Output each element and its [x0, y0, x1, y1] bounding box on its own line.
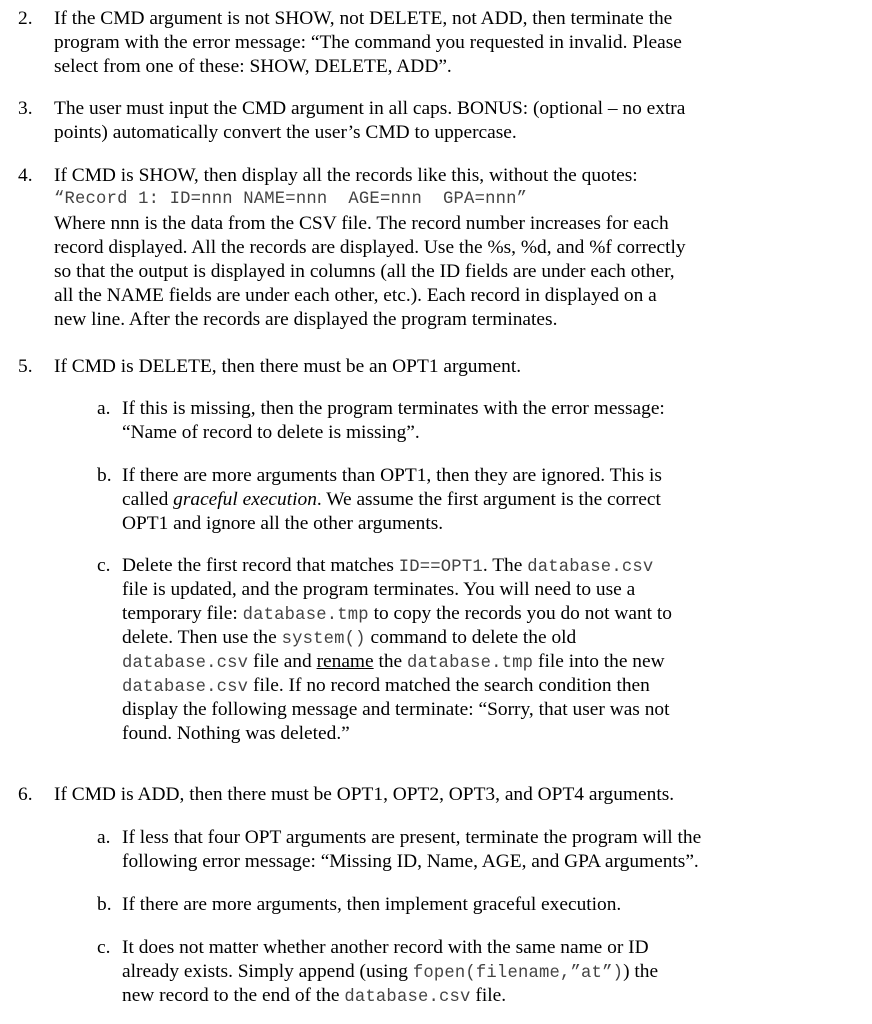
text-run: file and: [248, 651, 317, 672]
text-line: select from one of these: SHOW, DELETE, ADD”.: [54, 56, 452, 77]
text-line: [122, 488, 822, 512]
text-line: program with the error message: “The command you requested in invalid. Please: [54, 32, 682, 53]
sub-item-text: [122, 554, 822, 746]
text-run: file.: [470, 985, 507, 1006]
text-line: If CMD is DELETE, then there must be an OPT1 argument.: [54, 356, 522, 377]
text-line: If there are more arguments than OPT1, then they are ignored. This is: [122, 465, 662, 486]
text-run: already exists. Simply append (using: [122, 961, 413, 982]
text-line: [122, 650, 822, 674]
text-run: temporary file:: [122, 603, 243, 624]
code-span: database.csv: [122, 678, 249, 697]
sub-item-text: [122, 826, 822, 874]
text-line: [122, 960, 822, 984]
item-number: 4.: [18, 165, 33, 186]
text-line: [122, 602, 822, 626]
sub-item-label: c.: [97, 555, 111, 576]
item-number: 6.: [18, 784, 33, 805]
text-line: points) automatically convert the user’s CMD to uppercase.: [54, 122, 517, 143]
text-line: If CMD is SHOW, then display all the records like this, without the quotes:: [54, 165, 638, 186]
record-format-code: “Record 1: ID=nnn NAME=nnn AGE=nnn GPA=nnn”: [54, 190, 528, 209]
item-text: [54, 97, 834, 145]
emphasis-text: graceful execution: [173, 489, 317, 510]
text-line: record displayed. All the records are displayed. Use the %s, %d, and %f correctly: [54, 237, 686, 258]
sub-item-label: b.: [97, 465, 112, 486]
text-line: [122, 554, 822, 578]
text-line: file is updated, and the program terminates. You will need to use a: [122, 579, 636, 600]
code-span: database.csv: [527, 558, 654, 577]
text-line: new line. After the records are displayed the program terminates.: [54, 309, 558, 330]
item-number: 2.: [18, 8, 33, 29]
text-line: all the NAME fields are under each other, etc.). Each record in displayed on a: [54, 285, 657, 306]
sub-item-text: [122, 936, 822, 1008]
text-run: file into the new: [533, 651, 665, 672]
code-span: system(): [281, 630, 366, 649]
sub-item-label: a.: [97, 398, 111, 419]
sub-item-text: [122, 397, 822, 445]
text-line: display the following message and terminate: “Sorry, that user was not: [122, 699, 670, 720]
text-line: so that the output is displayed in columns (all the ID fields are under each other,: [54, 261, 675, 282]
sub-item-label: c.: [97, 937, 111, 958]
text-run: command to delete the old: [365, 627, 577, 648]
item-text: [54, 783, 834, 807]
text-line: [122, 674, 822, 698]
text-run: the: [373, 651, 408, 672]
text-line: If CMD is ADD, then there must be OPT1, OPT2, OPT3, and OPT4 arguments.: [54, 784, 675, 805]
text-run: delete. Then use the: [122, 627, 282, 648]
code-span: database.csv: [344, 988, 471, 1007]
sub-item-text: [122, 893, 822, 917]
text-line: [122, 984, 822, 1008]
item-text: [54, 164, 834, 332]
text-line: [122, 626, 822, 650]
text-line: following error message: “Missing ID, Name, AGE, and GPA arguments”.: [122, 851, 699, 872]
text-line: If there are more arguments, then implement graceful execution.: [122, 894, 622, 915]
text-line: The user must input the CMD argument in all caps. BONUS: (optional – no extra: [54, 98, 686, 119]
code-span: database.csv: [122, 654, 249, 673]
text-run: . We assume the first argument is the correct: [316, 489, 661, 510]
item-number: 3.: [18, 98, 33, 119]
text-run: called: [122, 489, 174, 510]
text-run: . The: [482, 555, 528, 576]
text-line: OPT1 and ignore all the other arguments.: [122, 513, 444, 534]
text-line: If this is missing, then the program terminates with the error message:: [122, 398, 665, 419]
text-run: ) the: [623, 961, 659, 982]
text-line: It does not matter whether another record with the same name or ID: [122, 937, 649, 958]
item-number: 5.: [18, 356, 33, 377]
text-line: “Name of record to delete is missing”.: [122, 422, 420, 443]
sub-item-text: [122, 464, 822, 536]
text-line: If the CMD argument is not SHOW, not DELETE, not ADD, then terminate the: [54, 8, 673, 29]
text-line: found. Nothing was deleted.”: [122, 723, 350, 744]
code-span: database.tmp: [407, 654, 534, 673]
item-text: [54, 355, 834, 379]
underlined-text: rename: [316, 651, 374, 672]
code-span: fopen(filename,”at”): [412, 964, 624, 983]
text-line: Where nnn is the data from the CSV file. The record number increases for each: [54, 213, 669, 234]
text-run: new record to the end of the: [122, 985, 345, 1006]
sub-item-label: b.: [97, 894, 112, 915]
item-text: [54, 7, 834, 79]
code-span: ID==OPT1: [398, 558, 483, 577]
sub-item-label: a.: [97, 827, 111, 848]
code-span: database.tmp: [242, 606, 369, 625]
text-run: Delete the first record that matches: [122, 555, 399, 576]
text-run: to copy the records you do not want to: [368, 603, 672, 624]
text-line: If less that four OPT arguments are present, terminate the program will the: [122, 827, 702, 848]
text-run: file. If no record matched the search condition then: [248, 675, 650, 696]
